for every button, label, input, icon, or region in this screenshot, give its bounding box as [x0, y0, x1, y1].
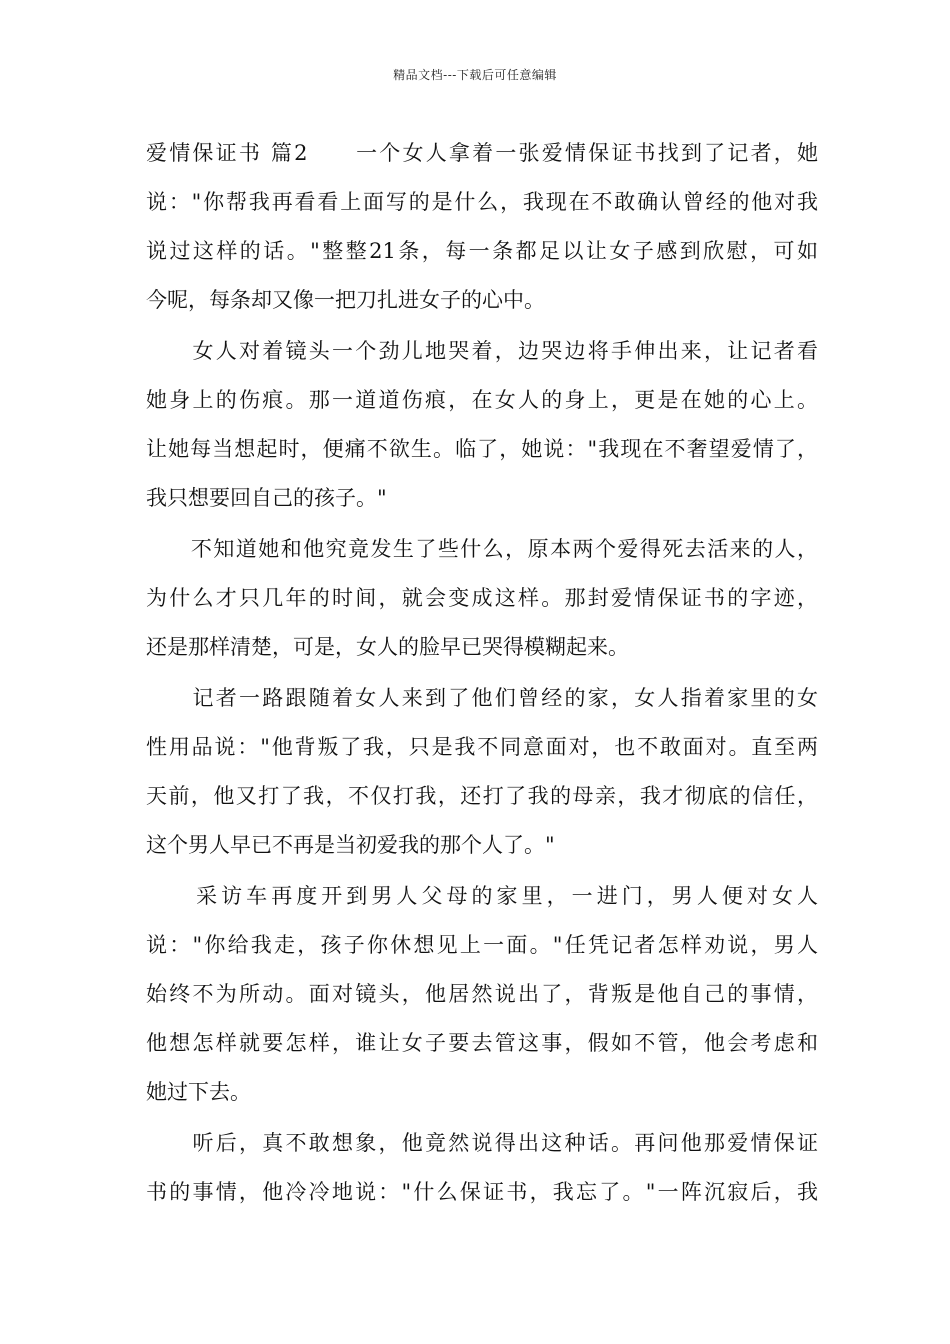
text-line: 性用品说："他背叛了我，只是我不同意面对，也不敢面对。直至两: [146, 735, 818, 759]
text-line: 听后，真不敢想象，他竟然说得出这种话。再问他那爱情保证: [146, 1131, 818, 1155]
text-line: 她过下去。: [146, 1080, 251, 1104]
text-line: 我只想要回自己的孩子。": [146, 486, 387, 510]
text-line: 为什么才只几年的时间，就会变成这样。那封爱情保证书的字迹，: [146, 586, 818, 610]
text-line: 不知道她和他究竟发生了些什么，原本两个爱得死去活来的人，: [146, 537, 818, 561]
text-line: 这个男人早已不再是当初爱我的那个人了。": [146, 833, 555, 857]
text-line: 他想怎样就要怎样，谁让女子要去管这事，假如不管，他会考虑和: [146, 1031, 818, 1055]
text-line: 还是那样清楚，可是，女人的脸早已哭得模糊起来。: [146, 635, 629, 659]
text-line: 书的事情，他冷冷地说："什么保证书，我忘了。"一阵沉寂后，我: [146, 1180, 818, 1204]
text-line: 女人对着镜头一个劲儿地哭着，边哭边将手伸出来，让记者看: [146, 339, 818, 363]
text-line: 说："你给我走，孩子你休想见上一面。"任凭记者怎样劝说，男人: [146, 933, 818, 957]
text-line: 始终不为所动。面对镜头，他居然说出了，背叛是他自己的事情，: [146, 982, 818, 1006]
text-line: 天前，他又打了我，不仅打我，还打了我的母亲，我才彻底的信任，: [146, 784, 818, 808]
page-header: 精品文档---下载后可任意编辑: [393, 68, 557, 82]
text-line: 今呢，每条却又像一把刀扎进女子的心中。: [146, 288, 545, 312]
text-line: 她身上的伤痕。那一道道伤痕，在女人的身上，更是在她的心上。: [146, 388, 818, 412]
text-line: 爱情保证书 篇2 一个女人拿着一张爱情保证书找到了记者，她: [146, 141, 818, 165]
text-line: 让她每当想起时，便痛不欲生。临了，她说："我现在不奢望爱情了，: [146, 437, 818, 461]
text-line: 说过这样的话。"整整21条，每一条都足以让女子感到欣慰，可如: [146, 239, 818, 263]
text-line: 记者一路跟随着女人来到了他们曾经的家，女人指着家里的女: [146, 686, 818, 710]
text-line: 采访车再度开到男人父母的家里，一进门，男人便对女人: [146, 884, 818, 908]
text-line: 说："你帮我再看看上面写的是什么，我现在不敢确认曾经的他对我: [146, 190, 818, 214]
